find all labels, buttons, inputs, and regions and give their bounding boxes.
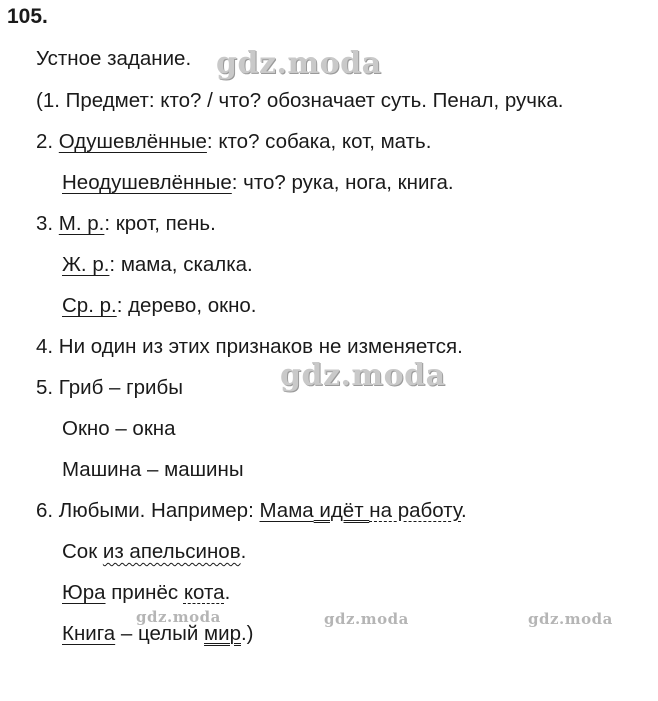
line-feminine	[62, 252, 253, 278]
watermark: gdz.moda	[528, 610, 613, 628]
line-juice	[62, 539, 246, 565]
line-plural-car: Машина – машины	[62, 458, 244, 481]
examples-animate: : кто? собака, кот, мать.	[206, 130, 432, 153]
line-inanimate	[62, 170, 454, 196]
sentence-intro: 6. Любыми. Например:	[36, 499, 260, 522]
term-masculine: М. р.	[58, 212, 105, 235]
predicate-word: принёс	[105, 581, 184, 604]
watermark: gdz.moda	[324, 610, 409, 628]
sentence-start: Сок	[62, 540, 103, 563]
attribute-phrase: из апельсинов	[102, 540, 241, 563]
sentence-middle: – целый	[115, 622, 205, 645]
predicate-word: идёт	[313, 499, 370, 522]
period: .	[224, 581, 231, 604]
line-answer-3	[36, 211, 216, 237]
period: .	[240, 540, 247, 563]
adverbial-phrase: на работу	[369, 499, 462, 522]
watermark: gdz.moda	[280, 358, 446, 393]
item-number: 3.	[36, 212, 59, 235]
examples-feminine: : мама, скалка.	[109, 253, 253, 276]
term-feminine: Ж. р.	[62, 253, 110, 276]
term-inanimate: Неодушевлённые	[62, 171, 232, 194]
item-number: 2.	[36, 130, 59, 153]
closing: .)	[240, 622, 254, 645]
line-answer-2	[36, 129, 431, 155]
line-neuter	[62, 293, 257, 319]
subject-word: Книга	[62, 622, 116, 645]
line-answer-6	[36, 498, 467, 524]
predicate-word: мир	[204, 622, 241, 645]
subject-word: Юра	[62, 581, 106, 604]
watermark: gdz.moda	[136, 608, 221, 626]
line-answer-4: 4. Ни один из этих признаков не изменяется.	[36, 335, 463, 358]
subject-word: Мама	[259, 499, 314, 522]
watermark: gdz.moda	[216, 46, 382, 81]
line-yura	[62, 580, 230, 606]
line-plural-window: Окно – окна	[62, 417, 176, 440]
examples-inanimate: : что? рука, нога, книга.	[231, 171, 454, 194]
line-answer-1: (1. Предмет: кто? / что? обозначает суть. Пенал, ручка.	[36, 89, 564, 112]
examples-masculine: : крот, пень.	[104, 212, 216, 235]
examples-neuter: : дерево, окно.	[116, 294, 257, 317]
task-number: 105.	[7, 5, 48, 28]
line-answer-5: 5. Гриб – грибы	[36, 376, 183, 399]
period: .	[461, 499, 467, 522]
term-neuter: Ср. р.	[62, 294, 117, 317]
line-oral-task: Устное задание.	[36, 47, 192, 70]
object-word: кота	[183, 581, 225, 604]
term-animate: Одушевлённые	[58, 130, 207, 153]
